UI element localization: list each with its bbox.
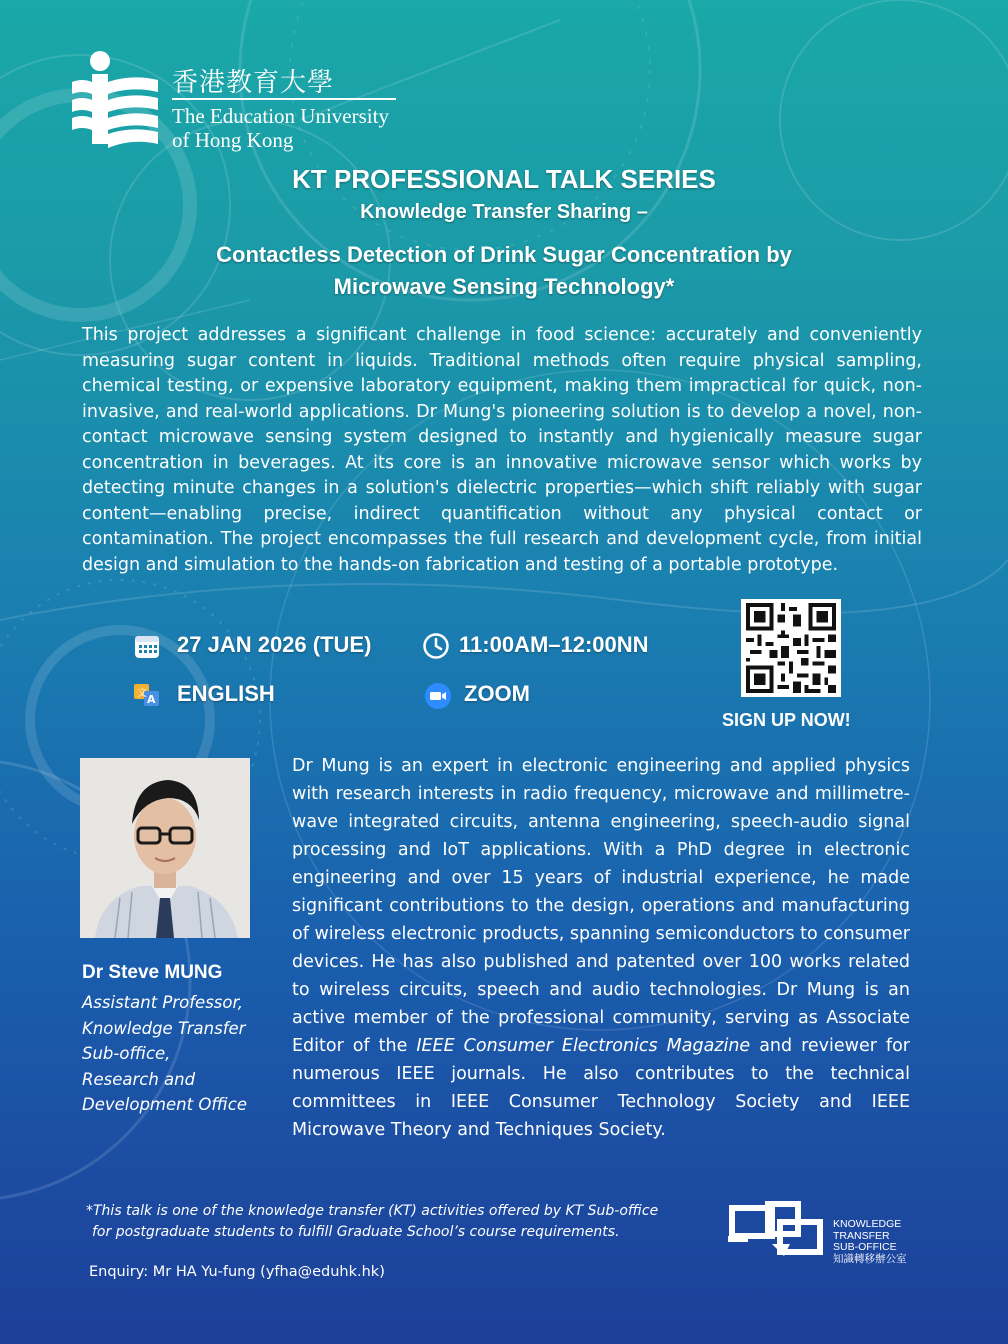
university-english-name-line2: of Hong Kong xyxy=(172,128,294,152)
talk-abstract: This project addresses a significant challenge in food science: accurately and conveniently measuring sugar content in liquids. Traditional methods often require physical sampling, chemical testing, or expensive laboratory equipment, making them impractical for quick, non-invasive, and real-world applications. Dr Mung's pioneering solution is to develop a novel, non-contact microwave sensing system designed to instantly and hygienically measure sugar concentration in beverages. At its core is an innovative microwave sensor which works by detecting minute changes in a solution's dielectric properties—which shift reliably with sugar content—enabling precise, indirect quantification without any physical contact or contamination. The project encompasses the full research and development cycle, from initial design and simulation to the hands-on fabrication and testing of a portable prototype. xyxy=(82,325,922,575)
speaker-title-line: Development Office xyxy=(82,1095,248,1114)
speaker-title-line: Knowledge Transfer xyxy=(82,1018,246,1038)
talk-title-line2: Microwave Sensing Technology* xyxy=(333,274,675,299)
speaker-photo xyxy=(80,758,250,938)
eduhk-logo-icon xyxy=(70,50,162,152)
talk-title-line1: Contactless Detection of Drink Sugar Concentration by xyxy=(216,242,792,267)
enquiry-contact: Enquiry: Mr HA Yu-fung (yfha@eduhk.hk) xyxy=(89,1264,385,1280)
talk-subtitle: Knowledge Transfer Sharing – xyxy=(360,201,648,223)
speaker-bio-text: Dr Mung is an expert in electronic engineering and applied physics with research interests in radio frequency, microwave and millimetre-wave integrated circuits, antenna engineering, speech-audio signal processing and IoT applications. With a PhD degree in electronic engineering and over 15 years of industrial experience, he made significant contributions to the design, operations and manufacturing of wireless electronic products, spanning semiconductors to consumer devices. He has also published and patented over 100 works related to wireless circuits, speech and audio technologies. Dr Mung is an active member of the professional community, serving as Associate Editor of the xyxy=(292,756,910,1056)
speaker-bio-text: and reviewer for numerous IEEE journals. He also contributes to the technical committees in IEEE Consumer Technology Society and IEEE Microwave Theory and Techniques Society. xyxy=(292,1036,910,1140)
signup-call-to-action[interactable]: SIGN UP NOW! xyxy=(722,710,851,730)
kt-name-line: TRANSFER xyxy=(833,1229,890,1242)
speaker-title-line: Sub-office, xyxy=(82,1044,171,1063)
talk-series-heading: KT PROFESSIONAL TALK SERIES xyxy=(292,164,716,194)
event-time: 11:00AM–12:00NN xyxy=(459,632,649,657)
svg-text:文: 文 xyxy=(137,688,147,699)
footnote-line: for postgraduate students to fulfill Graduate School’s course requirements. xyxy=(92,1224,620,1240)
calendar-icon xyxy=(133,632,161,660)
speaker-name: Dr Steve MUNG xyxy=(82,962,223,983)
speaker-bio xyxy=(292,752,910,1144)
speaker-bio-publication: IEEE Consumer Electronics Magazine xyxy=(416,1036,751,1056)
event-date: 27 JAN 2026 (TUE) xyxy=(177,632,372,657)
university-english-name-line1: The Education University xyxy=(172,104,389,128)
clock-icon xyxy=(422,632,450,660)
footnote xyxy=(86,1201,658,1243)
translate-icon xyxy=(133,681,161,709)
speaker-title-line: Assistant Professor, xyxy=(82,993,244,1012)
zoom-camera-icon xyxy=(424,682,452,710)
speaker-title-line: Research and xyxy=(82,1069,196,1089)
university-chinese-name: 香港教育大學 xyxy=(172,68,335,98)
speaker-title xyxy=(82,990,247,1118)
footnote-line: *This talk is one of the knowledge transfer (KT) activities offered by KT Sub-office xyxy=(86,1203,659,1219)
event-language: ENGLISH xyxy=(177,681,275,706)
qr-code-icon xyxy=(741,599,841,697)
logo-divider xyxy=(172,98,396,100)
kt-name-line: SUB-OFFICE xyxy=(833,1241,897,1253)
kt-name-line-chinese: 知識轉移辦公室 xyxy=(833,1252,907,1265)
kt-sub-office-name xyxy=(833,1219,907,1265)
event-platform: ZOOM xyxy=(464,681,530,706)
kt-name-line: KNOWLEDGE xyxy=(833,1218,902,1230)
kt-sub-office-logo-icon xyxy=(728,1200,826,1260)
svg-text:A: A xyxy=(147,693,156,706)
signup-qr-code[interactable] xyxy=(741,599,841,697)
